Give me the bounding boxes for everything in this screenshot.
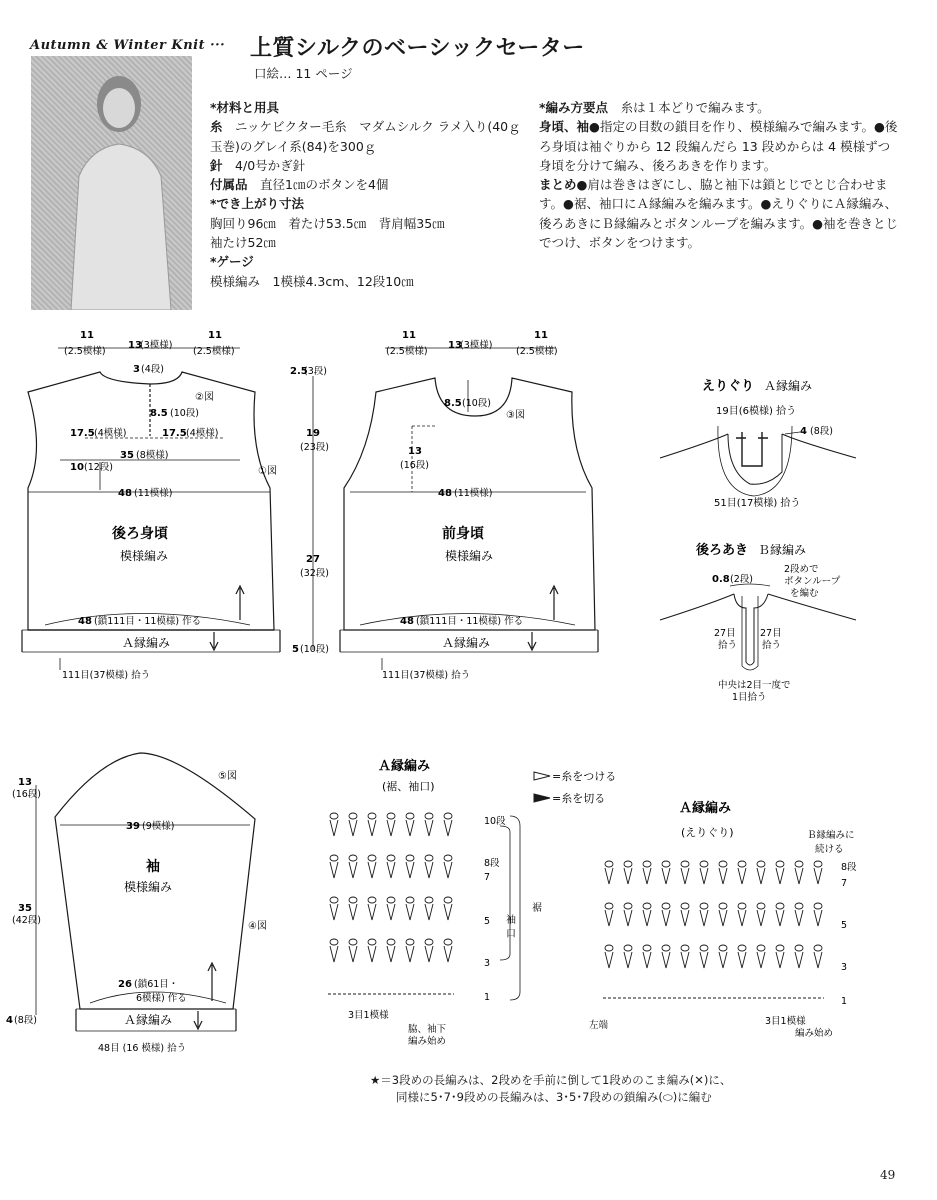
sleeve-fig5: ⑤図 xyxy=(218,771,237,782)
back-fig2: ②図 xyxy=(195,392,214,403)
chart-a1-sub: (裾、袖口) xyxy=(382,780,435,793)
treble-stitch-icon xyxy=(757,952,765,968)
front-w11a-note: (2.5模様) xyxy=(386,346,428,357)
sleeve-v35-note: (42段) xyxy=(12,915,42,926)
back-neck: 3 xyxy=(133,364,140,375)
chain-stitch-icon xyxy=(425,897,433,903)
treble-stitch-icon xyxy=(387,820,395,836)
bullet-icon: ● xyxy=(563,196,574,212)
back-border: Ａ縁編み xyxy=(122,636,171,650)
sleeve-v35: 35 xyxy=(18,903,32,914)
chain-stitch-icon xyxy=(643,861,651,867)
chain-stitch-icon xyxy=(681,903,689,909)
treble-stitch-icon xyxy=(719,868,727,884)
chain-stitch-icon xyxy=(387,897,395,903)
back-slit-note: (10段) xyxy=(170,408,200,419)
chain-stitch-icon xyxy=(700,861,708,867)
treble-stitch-icon xyxy=(605,952,613,968)
point-3: 肩は巻きはぎにし、脇と袖下は鎖とじでとじ合わせます。 xyxy=(539,177,888,212)
collar-diagram xyxy=(650,372,930,522)
treble-stitch-icon xyxy=(444,820,452,836)
treble-stitch-icon xyxy=(425,946,433,962)
treble-stitch-icon xyxy=(330,820,338,836)
treble-stitch-icon xyxy=(349,862,357,878)
treble-stitch-icon xyxy=(444,862,452,878)
chain-stitch-icon xyxy=(349,897,357,903)
chart-a2-cont1: Ｂ縁編みに xyxy=(807,830,855,841)
chart-a2-start: 編み始め xyxy=(795,1028,834,1039)
point-1: 指定の目数の鎖目を作り、模様編みで編みます。 xyxy=(599,119,874,135)
treble-stitch-icon xyxy=(814,868,822,884)
chart-a2-r8: 8段 xyxy=(841,862,857,873)
treble-stitch-icon xyxy=(368,946,376,962)
gauge-text: 模様編み 1模様4.3cm、12段10㎝ xyxy=(210,273,414,289)
chain-stitch-icon xyxy=(681,945,689,951)
sleeve-v13: 13 xyxy=(18,777,32,788)
chain-stitch-icon xyxy=(349,855,357,861)
treble-stitch-icon xyxy=(662,952,670,968)
back-h10-note: (12段) xyxy=(84,462,114,473)
front-w13: 13 xyxy=(448,340,462,351)
chain-stitch-icon xyxy=(605,903,613,909)
page-number: 49 xyxy=(880,1168,896,1182)
back-title: 後ろ身頃 xyxy=(112,526,168,542)
front-w48-note: (11模様) xyxy=(454,488,493,499)
chain-stitch-icon xyxy=(605,861,613,867)
front-w11a: 11 xyxy=(402,330,416,341)
front-w11b: 11 xyxy=(534,330,548,341)
back-w13: 13 xyxy=(128,340,142,351)
chain-stitch-icon xyxy=(349,813,357,819)
treble-stitch-icon xyxy=(330,904,338,920)
backopen-center1: 中央は2目一度で xyxy=(718,680,791,691)
page-title: 上質シルクのベーシックセーター xyxy=(250,36,585,61)
chain-stitch-icon xyxy=(719,903,727,909)
backopen-l27a: 27目 xyxy=(714,628,736,639)
front-h13-note: (16段) xyxy=(400,460,430,471)
front-body-diagram xyxy=(330,320,610,700)
chain-stitch-icon xyxy=(330,855,338,861)
treble-stitch-icon xyxy=(624,910,632,926)
back-h10: 10 xyxy=(70,462,84,473)
collar-pick: 19目(6模様) 拾う xyxy=(716,406,797,417)
v19: 19 xyxy=(306,428,320,439)
front-neck: 8.5 xyxy=(444,398,462,409)
cut-yarn-icon xyxy=(534,794,550,802)
treble-stitch-icon xyxy=(643,868,651,884)
sleeve-sub: 模様編み xyxy=(124,880,173,894)
yarn-text: ニッケビクター毛糸 マダムシルク ラメ入り(40ｇ玉巻)のグレイ系(84)を300ｇ xyxy=(210,119,521,154)
chain-stitch-icon xyxy=(662,945,670,951)
chain-stitch-icon xyxy=(795,903,803,909)
front-title: 前身頃 xyxy=(442,526,484,542)
point-6: 袖を巻きとじでつけ、ボタンをつけます。 xyxy=(539,215,899,251)
collar-sub: Ａ縁編み xyxy=(764,379,813,393)
sleeve-cast: 26 xyxy=(118,979,132,990)
chain-stitch-icon xyxy=(757,861,765,867)
chain-stitch-icon xyxy=(814,903,822,909)
chain-stitch-icon xyxy=(719,861,727,867)
backopen-w-note: (2段) xyxy=(730,574,753,585)
treble-stitch-icon xyxy=(368,862,376,878)
backopen-l27a-2: 拾う xyxy=(718,640,738,651)
front-cast: 48 xyxy=(400,616,414,627)
treble-stitch-icon xyxy=(814,910,822,926)
back-l175-note: (4模様) xyxy=(94,428,127,439)
treble-stitch-icon xyxy=(700,952,708,968)
back-pick: 111目(37模様) 拾う xyxy=(62,670,151,681)
chain-stitch-icon xyxy=(368,855,376,861)
back-w35-note: (8模様) xyxy=(136,450,169,461)
treble-stitch-icon xyxy=(330,862,338,878)
model-silhouette xyxy=(31,56,192,310)
v27-note: (32段) xyxy=(300,568,330,579)
chart-a2-sub: (えりぐり) xyxy=(681,826,734,839)
back-cast: 48 xyxy=(78,616,92,627)
sleeve-w39-note: (9模様) xyxy=(142,821,175,832)
chain-stitch-icon xyxy=(757,945,765,951)
v19-note: (23段) xyxy=(300,442,330,453)
treble-stitch-icon xyxy=(406,946,414,962)
front-sub: 模様編み xyxy=(445,549,494,563)
treble-stitch-icon xyxy=(681,952,689,968)
chain-stitch-icon xyxy=(814,861,822,867)
chain-stitch-icon xyxy=(330,813,338,819)
bullet-icon: ● xyxy=(589,119,600,135)
treble-stitch-icon xyxy=(776,868,784,884)
chart-a1-title: Ａ縁編み xyxy=(378,759,431,774)
collar-bottom: 51目(17模様) 拾う xyxy=(714,498,801,509)
backopen-l27b-2: 拾う xyxy=(762,640,782,651)
chain-stitch-icon xyxy=(624,903,632,909)
chain-stitch-icon xyxy=(444,939,452,945)
chart-a2-r7: 7 xyxy=(841,878,848,889)
chart-a1-r8: 8段 xyxy=(484,858,500,869)
chain-stitch-icon xyxy=(387,939,395,945)
chain-stitch-icon xyxy=(738,903,746,909)
chain-stitch-icon xyxy=(330,939,338,945)
knitting-points-block xyxy=(539,98,899,252)
v5-note: (10段) xyxy=(300,644,330,655)
chart-a1-r3: 3 xyxy=(484,958,491,969)
materials-block xyxy=(210,98,522,291)
treble-stitch-icon xyxy=(330,946,338,962)
chart-a1-side3: 裾 xyxy=(532,903,542,914)
chain-stitch-icon xyxy=(757,903,765,909)
chart-a2-left: 左端 xyxy=(589,1020,609,1031)
treble-stitch-icon xyxy=(406,862,414,878)
chain-stitch-icon xyxy=(662,861,670,867)
treble-stitch-icon xyxy=(387,904,395,920)
chain-stitch-icon xyxy=(330,897,338,903)
treble-stitch-icon xyxy=(425,820,433,836)
sleeve-v4-note: (8段) xyxy=(14,1015,37,1026)
chain-stitch-icon xyxy=(406,813,414,819)
treble-stitch-icon xyxy=(776,910,784,926)
chain-stitch-icon xyxy=(368,939,376,945)
back-w11a: 11 xyxy=(80,330,94,341)
point-5: えりぐりにＡ縁編み、後ろあきにＢ縁編みとボタンループを編みます。 xyxy=(539,196,898,231)
treble-stitch-icon xyxy=(795,952,803,968)
chart-a2-title: Ａ縁編み xyxy=(679,801,732,816)
accessory-text: 直径1㎝のボタンを4個 xyxy=(260,177,389,193)
sleeve-diagram xyxy=(0,745,280,1065)
collar-title: えりぐり xyxy=(702,379,755,394)
treble-stitch-icon xyxy=(605,868,613,884)
treble-stitch-icon xyxy=(700,910,708,926)
chain-stitch-icon xyxy=(643,903,651,909)
star-note-line-1: ★＝3段めの長編みは、2段めを手前に倒して1段めのこま編み(✕)に、 xyxy=(370,1073,732,1087)
back-w11b-note: (2.5模様) xyxy=(193,346,235,357)
chain-stitch-icon xyxy=(425,855,433,861)
treble-stitch-icon xyxy=(349,946,357,962)
chain-stitch-icon xyxy=(387,813,395,819)
points-heading: *編み方要点 xyxy=(539,100,609,115)
treble-stitch-icon xyxy=(738,868,746,884)
chain-stitch-icon xyxy=(605,945,613,951)
chain-stitch-icon xyxy=(406,897,414,903)
chart-a1-r5: 5 xyxy=(484,916,491,927)
chart-a1-start2: 編み始め xyxy=(408,1036,447,1047)
treble-stitch-icon xyxy=(368,904,376,920)
backopen-loop2: ボタンループ xyxy=(784,576,841,587)
attach-yarn-icon xyxy=(534,772,550,780)
legend-attach: =糸をつける xyxy=(552,770,617,783)
bullet-icon: ● xyxy=(576,177,588,193)
chain-stitch-icon xyxy=(406,939,414,945)
collar-rows-note: (8段) xyxy=(810,426,833,437)
bullet-icon: ● xyxy=(812,215,823,231)
back-w11b: 11 xyxy=(208,330,222,341)
treble-stitch-icon xyxy=(425,904,433,920)
treble-stitch-icon xyxy=(795,868,803,884)
chain-stitch-icon xyxy=(776,861,784,867)
gauge-heading: *ゲージ xyxy=(210,254,254,270)
collar-rows: 4 xyxy=(800,426,807,437)
sleeve-pick: 48目 (16 模様) 拾う xyxy=(98,1043,187,1054)
back-r175: 17.5 xyxy=(162,428,187,439)
treble-stitch-icon xyxy=(624,868,632,884)
size-line-1: 胸回り96㎝ 着たけ53.5㎝ 背肩幅35㎝ xyxy=(210,215,445,231)
backopen-w: 0.8 xyxy=(712,574,730,585)
points-label-body: 身頃、袖 xyxy=(539,119,590,135)
treble-stitch-icon xyxy=(681,868,689,884)
body-vertical-dims xyxy=(280,360,330,660)
treble-stitch-icon xyxy=(757,868,765,884)
chart-a1-side2: 口 xyxy=(506,929,516,940)
chart-a2-rep: 3目1模様 xyxy=(765,1016,806,1027)
sleeve-fig4: ④図 xyxy=(248,921,267,932)
treble-stitch-icon xyxy=(719,910,727,926)
size-line-2: 袖たけ52㎝ xyxy=(210,235,276,251)
treble-stitch-icon xyxy=(757,910,765,926)
star-note xyxy=(370,1072,731,1106)
needle-text: 4/0号かぎ針 xyxy=(235,157,306,173)
sleeve-cast-note: (鎖61目・ xyxy=(134,979,179,990)
points-heading-note: 糸は１本どりで編みます。 xyxy=(620,100,770,115)
treble-stitch-icon xyxy=(349,904,357,920)
chain-stitch-icon xyxy=(444,897,452,903)
model-photo xyxy=(31,56,192,310)
sleeve-title: 袖 xyxy=(146,859,160,875)
front-w13-note: (3模様) xyxy=(460,340,493,351)
back-r175-note: (4模様) xyxy=(186,428,219,439)
sleeve-border: Ａ縁編み xyxy=(124,1013,173,1027)
back-l175: 17.5 xyxy=(70,428,95,439)
bullet-icon: ● xyxy=(760,196,772,212)
chain-stitch-icon xyxy=(738,861,746,867)
backopen-loop1: 2段めで xyxy=(784,564,819,575)
chart-a2-r5: 5 xyxy=(841,920,848,931)
treble-stitch-icon xyxy=(444,904,452,920)
chart-a1-side1: 袖 xyxy=(506,915,516,926)
chart-a2-r3: 3 xyxy=(841,962,848,973)
treble-stitch-icon xyxy=(387,862,395,878)
v5: 5 xyxy=(292,644,299,655)
chain-stitch-icon xyxy=(406,855,414,861)
yarn-label: 糸 xyxy=(210,119,223,135)
chain-stitch-icon xyxy=(425,813,433,819)
chain-stitch-icon xyxy=(814,945,822,951)
chain-stitch-icon xyxy=(425,939,433,945)
back-w48: 48 xyxy=(118,488,132,499)
v25-note: (3段) xyxy=(304,366,327,377)
back-w11a-note: (2.5模様) xyxy=(64,346,106,357)
treble-stitch-icon xyxy=(444,946,452,962)
photo-reference: 口絵… 11 ページ xyxy=(254,66,353,81)
back-w13-note: (3模様) xyxy=(140,340,173,351)
chart-a1-r7: 7 xyxy=(484,872,491,883)
treble-stitch-icon xyxy=(349,820,357,836)
chain-stitch-icon xyxy=(700,903,708,909)
v25: 2.5 xyxy=(290,366,308,377)
front-pick: 111目(37模様) 拾う xyxy=(382,670,471,681)
treble-stitch-icon xyxy=(643,910,651,926)
bullet-icon: ● xyxy=(873,119,885,135)
star-note-line-2: 同様に5･7･9段めの長編みは、3･5･7段めの鎖編み(⬭)に編む xyxy=(396,1090,712,1104)
chain-stitch-icon xyxy=(368,897,376,903)
sleeve-v4: 4 xyxy=(6,1015,13,1026)
chain-stitch-icon xyxy=(643,945,651,951)
chain-stitch-icon xyxy=(368,813,376,819)
series-label: Autumn & Winter Knit ··· xyxy=(30,38,226,53)
back-w48-note: (11模様) xyxy=(134,488,173,499)
chain-stitch-icon xyxy=(795,861,803,867)
chain-stitch-icon xyxy=(738,945,746,951)
v27: 27 xyxy=(306,554,320,565)
back-sub: 模様編み xyxy=(120,549,169,563)
treble-stitch-icon xyxy=(643,952,651,968)
front-neck-note: (10段) xyxy=(462,398,492,409)
size-heading: *でき上がり寸法 xyxy=(210,196,305,212)
chain-stitch-icon xyxy=(624,861,632,867)
stitch-rows xyxy=(603,861,824,998)
chain-stitch-icon xyxy=(444,813,452,819)
chain-stitch-icon xyxy=(387,855,395,861)
backopen-l27b: 27目 xyxy=(760,628,782,639)
treble-stitch-icon xyxy=(662,910,670,926)
chain-stitch-icon xyxy=(719,945,727,951)
materials-heading: *材料と用具 xyxy=(210,100,280,115)
chart-a-hem xyxy=(320,756,560,1056)
treble-stitch-icon xyxy=(700,868,708,884)
sleeve-v13-note: (16段) xyxy=(12,789,42,800)
back-opening-diagram xyxy=(650,536,930,706)
treble-stitch-icon xyxy=(406,904,414,920)
front-w11b-note: (2.5模様) xyxy=(516,346,558,357)
backopen-sub: Ｂ縁編み xyxy=(758,543,807,557)
chart-a1-r1: 1 xyxy=(484,992,491,1003)
treble-stitch-icon xyxy=(681,910,689,926)
treble-stitch-icon xyxy=(814,952,822,968)
treble-stitch-icon xyxy=(776,952,784,968)
backopen-loop3: を編む xyxy=(790,588,819,599)
front-fig3: ③図 xyxy=(506,410,525,421)
chart-a-collar xyxy=(585,798,885,1048)
chain-stitch-icon xyxy=(349,939,357,945)
front-border: Ａ縁編み xyxy=(442,636,491,650)
chain-stitch-icon xyxy=(624,945,632,951)
back-neck-note: (4段) xyxy=(141,364,164,375)
treble-stitch-icon xyxy=(605,910,613,926)
front-cast-note: (鎖111目・11模様) 作る xyxy=(416,616,524,627)
needle-label: 針 xyxy=(210,157,223,173)
treble-stitch-icon xyxy=(795,910,803,926)
chart-a1-start1: 脇、袖下 xyxy=(408,1024,447,1035)
treble-stitch-icon xyxy=(406,820,414,836)
treble-stitch-icon xyxy=(368,820,376,836)
back-w35: 35 xyxy=(120,450,134,461)
treble-stitch-icon xyxy=(719,952,727,968)
chain-stitch-icon xyxy=(700,945,708,951)
back-slit: 8.5 xyxy=(150,408,168,419)
points-label-finish: まとめ xyxy=(539,177,577,193)
back-cast-note: (鎖111目・11模様) 作る xyxy=(94,616,202,627)
backopen-center2: 1目拾う xyxy=(732,692,767,703)
chain-stitch-icon xyxy=(662,903,670,909)
chart-a2-r1: 1 xyxy=(841,996,848,1007)
treble-stitch-icon xyxy=(425,862,433,878)
chart-a2-cont2: 続ける xyxy=(815,844,844,855)
legend-cut: =糸を切る xyxy=(552,792,606,805)
sleeve-w39: 39 xyxy=(126,821,140,832)
point-4: 裾、袖口にＡ縁編みを編みます。 xyxy=(573,196,761,212)
backopen-title: 後ろあき xyxy=(696,543,749,558)
accessory-label: 付属品 xyxy=(210,177,248,193)
front-w48: 48 xyxy=(438,488,452,499)
chain-stitch-icon xyxy=(795,945,803,951)
chain-stitch-icon xyxy=(776,945,784,951)
back-fig1: ①図 xyxy=(258,466,277,477)
treble-stitch-icon xyxy=(738,910,746,926)
front-h13: 13 xyxy=(408,446,422,457)
chart-a1-rep: 3目1模様 xyxy=(348,1010,389,1021)
chain-stitch-icon xyxy=(681,861,689,867)
chain-stitch-icon xyxy=(776,903,784,909)
treble-stitch-icon xyxy=(387,946,395,962)
treble-stitch-icon xyxy=(662,868,670,884)
treble-stitch-icon xyxy=(624,952,632,968)
point-2: 後ろ身頃は袖ぐりから 12 段編んだら 13 段めからは 4 模様ずつ身頃を分けて編み、後ろあきを作ります。 xyxy=(539,119,898,173)
sleeve-cast-note-2: 6模様) 作る xyxy=(136,993,187,1004)
treble-stitch-icon xyxy=(738,952,746,968)
stitch-rows xyxy=(328,813,454,994)
chain-stitch-icon xyxy=(444,855,452,861)
chart-a1-r10: 10段 xyxy=(484,816,506,827)
